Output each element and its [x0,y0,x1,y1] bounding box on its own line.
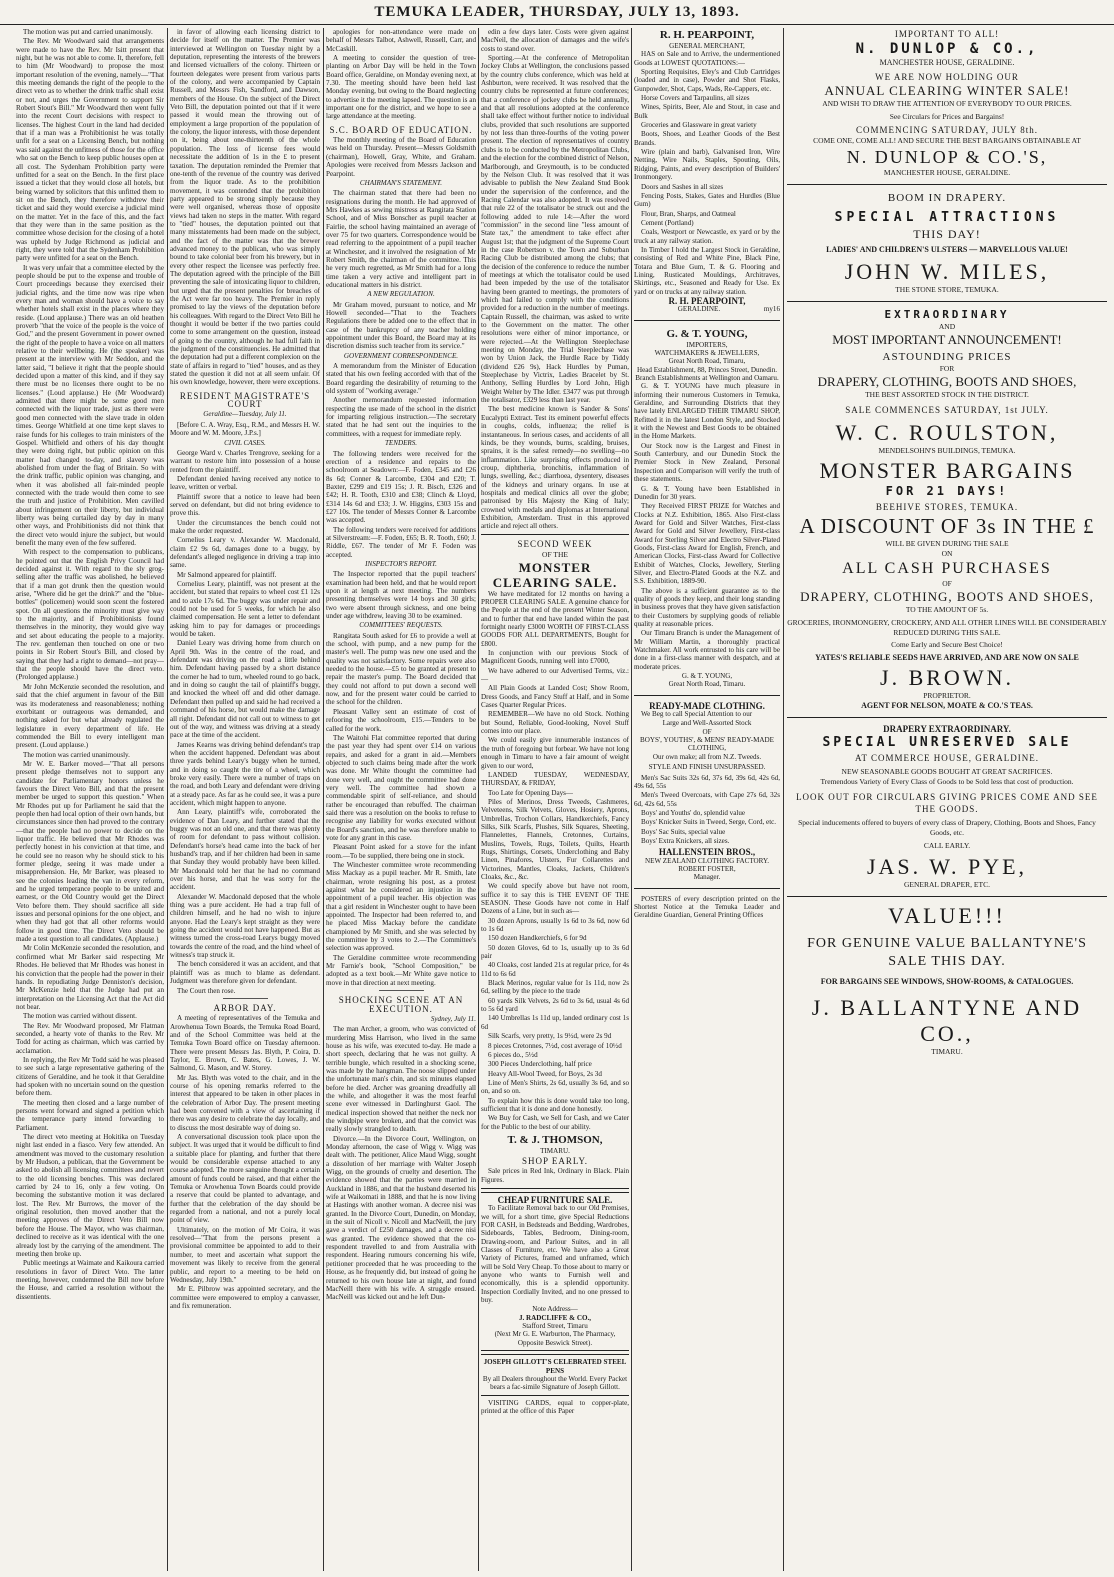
court-paragraph: Daniel Leary was driving home from church on April 9th. Was in the centre of the road, and defendant was driving on the road a little behind him. Defendant having passed by a short distance the corner he had to turn, wheeled round to go back, and in doing so caught the tail of plaintiff's buggy, and knocked the wheel off and did other damage. Defendant then pulled up and said he had received a command of his horse, but would make the damage all right. Defendant did not call out to witness to get out of the way, and witness was driving at a steady pace at the time of the accident. [170,639,320,740]
hallenstein-manager: ROBERT FOSTER, [678,864,736,873]
sale-line: 300 Pieces Underclothing, half price [488,1060,592,1069]
boom-in-drapery: BOOM IN DRAPERY. [887,192,1007,204]
court-paragraph: Under the circumstances the bench could not make the order requested. [170,518,320,535]
goods-item: Boots, Shoes, and Leather Goods of the Best Brands. [634,130,780,147]
court-paragraph: Ann Leary, plaintiff's wife, corroborated the evidence of Dan Leary, and further stated that the buggy was not an old one, and that there was plenty of room for defendant to pass without collision. Defendant's horse's head came into the back of her husband's trap, and if her children had been in same that Sunday they would probably have been killed. Mr Macdonald told her that he had no command over his horse, and that he was sorry for the accident. [170,808,320,892]
gillott-title: JOSEPH GILLOTT'S CELEBRATED STEEL PENS [483,1358,627,1375]
board-paragraph: Pleasant Valley sent an estimate of cost of refooring the schoolroom, £15.—Tenders to be called for the work. [326,707,476,733]
radcliffe-addr1: Stafford Street, Timaru [522,1322,588,1331]
radcliffe-addr2: (Next Mr G. E. Warburton, The Pharmacy, Opposite Beswick Street). [494,1330,616,1347]
board-paragraph: The Winchester committee wrote recommending Miss Mackay as a pupil teacher. Mr R. Smith, late chairman, wrote resigning his post, as a protest against what he considered an injustice in the appointment of a pupil teacher. His objection was that a girl resident in Winchester ought to have been appointed. The Inspector had been referred to, and he placed Miss Mackay before the candidate championed by Mr Smith, and she was selected by the committee by 3 votes to 2.—The Committee's selection was approved. [326,861,476,953]
rm-bench: [Before C. A. Wray, Esq., R.M., and Messrs H. W. Moore and W. M. Moore, J.P.s.] [170,420,320,438]
monster-clearing-sale-ad [481,534,629,1189]
proprietor: PROPRIETOR. [923,691,971,700]
posters-ad: POSTERS of every description printed on the Shortest Notice at the Temuka Leader and Geraldine Guardian, General Printing Offices [634,894,780,920]
special-unreserved-sale: SPECIAL UNRESERVED SALE [822,735,1072,750]
furniture-text: To Facilitate Removal back to our Old Premises, we will, for a short time, give Special Reductions FOR CASH, in Bedsteads and Bedding, Wardrobes, Sideboards, Tables, Bedroom, Dining-room, Drawing-room, and Parlour Suites, and in all Classes of Furniture, etc. We have also a Great Variety of Pictures, framed and unframed, which will be Sold Very Cheap. To those about to marry or anyone who wants to Furnish well and economically, this is a splendid opportunity. Inspection Cordially Invited, and no one pressed to buy. [481,1204,629,1305]
for-21-days: FOR 21 DAYS! [885,484,1009,498]
amount-of-5s: TO THE AMOUNT OF 5s. [905,605,989,614]
inspector-heading: INSPECTOR'S REPORT. [365,559,437,568]
ballantyne-place: TIMARU. [931,1047,963,1056]
yates-seeds: YATES'S RELIABLE SEEDS HAVE ARRIVED, AND ARE NOW ON SALE [815,653,1079,662]
article-paragraph: The Rev. Mr Woodward said that arrangements were made to have the Rev. Mr Isitt present that night, but he was not able to come. It, therefore, fell to him (Mr Woodward) to propose the most important resolution of the evening, namely—"That this meeting demands the right of the people to the direct veto as to whether the drink traffic shall exist or not, and urges the Government to support Sir Robert Stout's Bill." Mr Woodward then went fully into the recent Court decisions with respect to licenses. The highest Court in the land had decided that if a man was a Prohibitionist he was totally unfit for a seat on a Licensing Bench, but nothing was said against the unfitness of those for the office who sat on the Bench to keep public houses open at all cost. The Sydenham Prohibition party were unfitted for a seat on the Bench. In the first place issued a ticket that they would close all hotels, but being warned by solicitors that this unfitted them to sit on the Bench, they therefore withdrew their ticket and said they would exercise a judicial mind on the matter. Yet in the face of this, and the fact that they were than in the same position as the committee whose decision for the closing of a hotel was upheld by Judge Richmond as judicial and right, they were told that the Sydenham Prohibition party were unfitted for a seat on the Bench. [16,37,164,263]
price-line: Boys' Sac Suits, special value [641,827,726,836]
beehive-stores: BEEHIVE STORES, TEMUKA. [875,502,1019,512]
groceries-reduced: GROCERIES, IRONMONGERY, CROCKERY, AND ALL OTHER LINES WILL BE CONSIDERABLY REDUCED DURING THIS SALE. [787,618,1107,637]
article-paragraph: apologies for non-attendance were made on behalf of Messrs Talbot, Ashwell, Russell, Carr, and McCaskill. [326,28,476,53]
shocking-scene-heading: SHOCKING SCENE AT AN EXECUTION. [338,995,464,1014]
young-ad [634,327,780,689]
divider [634,320,780,321]
thomson-name: T. & J. THOMSON, [507,1133,603,1146]
ad-paragraph: They Received FIRST PRIZE for Watches and Clocks at N.Z. Exhibition, 1865. Also First-class Award for Gold and Silver Watches, First-class Award for Gold and Silver Jewellery, First-class Award for Sterling Silver and Electro Silver-Plated Goods, First-class Award for English, French, and American Clocks, First-class Award for Collective Exhibit of Watches, Clocks, Jewellery, Sterling Silver, and Electro-Plated Goods at the N.Z. and S.S. Exhibition, 1889-90. [634,502,780,586]
article-paragraph: The meeting then closed and a large number of persons went forward and signed a petition which the temperance party intend forwarding to Parliament. [16,1098,164,1132]
court-paragraph: Mr Salmond appeared for plaintiff. [177,570,277,579]
goods-item: Wines, Spirits, Beer, Ale and Stout, in case and Bulk [634,103,780,120]
gov-correspondence-heading: GOVERNMENT CORRESPONDENCE. [343,351,459,360]
pearpoint-name: R. H. PEARPOINT, [659,29,755,41]
goods-item: Doors and Sashes in all sizes [641,182,724,191]
new-seasonable-goods: NEW SEASONABLE GOODS BOUGHT AT GREAT SACRIFICES. [841,767,1053,776]
readymade-text2: Large and Well-Assorted Stock [662,719,752,728]
pearpoint-intro: HAS on Sale and to Arrive, the undermentioned Goods at LOWEST QUOTATIONS:— [634,50,780,67]
young-trade1: IMPORTERS, [686,340,728,349]
dunlop-name-2: N. DUNLOP & CO.'S, [846,147,1048,167]
young-addr3: Branch Establishments at Wellington and Oamaru. [635,374,779,383]
dunlop-address: MANCHESTER HOUSE, GERALDINE. [879,58,1015,67]
readymade-text1: We Beg to call Special Attention to our [641,710,753,719]
article-paragraph: Mr John McKenzie seconded the resolution, and said that the chief argument in favour of the Bill was its moderateness and reasonableness; nothing exorbitant or outrageous was demanded, and nothing asked for but what already regulated the legislature in every department of life. He commended the Bill to every intelligent man present. (Loud applause.) [16,682,164,750]
news-paragraph: The man Archer, a groom, who was convicted of murdering Miss Harrison, who lived in the same house as his wife, was executed to-day. He made a short speech, declaring that he was not guilty. A terrible bungle, which resulted in a shocking scene, was made by the hangman. The noose slipped under the unfortunate man's chin, and six minutes elapsed before he died. Archer was groaning dreadfully all the while, and altogether it was the most fearful scene ever witnessed in Darlinghurst Gaol. The medical inspection showed that neither the neck nor the windpipe were broken, and that the convict was really slowly strangled to death. [326,1025,476,1134]
civil-cases-label: CIVIL CASES. [224,438,266,447]
sale-line: We could easily give innumerable instances of the truth of foregoing but forbear. We have not long enough in Timaru to have a fair amount of weight given to our word, [481,736,629,770]
rm-court-heading: RESIDENT MAGISTRATE'S COURT [179,390,311,410]
note-address: Note Address— [532,1305,578,1314]
goods-item: Flour, Bran, Sharps, and Oatmeal [641,209,736,218]
goods-item: In Timber I hold the Largest Stock in Geraldine, consisting of Red and White Pine, Black Pine, Totara and Blue Gum, T. & G. Flooring and Lining, Rusticated Mouldings, Architraves, Skirtings, etc., Seasoned and Ready for Use. Ex yard or on trucks at any railway station. [634,245,780,296]
astounding-prices: ASTOUNDING PRICES [882,351,1012,363]
goods-item: Cement (Portland) [641,218,694,227]
young-trade2: WATCHMAKERS & JEWELLERS, [654,349,760,357]
court-paragraph: Cornelius Leary v. Alexander W. Macdonald, claim £2 9s 6d, damages done to a buggy, by defendant's alleged negligence in driving a trap into same. [170,536,320,570]
this-day: THIS DAY! [913,227,981,241]
goods-item: Sporting Requisites, Eley's and Club Cartridges (loaded and in case), Powder and Shot Flasks, Gunpowder, Shot, Caps, Wads, Re-Cappers, etc. [634,68,780,93]
ad-paragraph: G. & T. Young have been Established in Dunedin for 30 years. [634,484,780,501]
readymade-text4: Our own make; all from N.Z. Tweeds. [652,752,762,761]
court-paragraph: The Court then rose. [177,986,236,995]
board-paragraph: The monthly meeting of the Board of Education was held on Thursday. Present—Messrs Goldsmith (chairman), Howell, Gray, White, and Graham. Apologies were received from Messrs Jackson and Pearpoint. [326,136,476,178]
column-rule [167,28,168,1571]
article-paragraph: Public meetings at Waimate and Kaikoura carried resolutions in favor of Direct Veto. The latter meeting, however, condemned the Bill now before the House, and carried a resolution without the dissentients. [16,1259,164,1301]
sale-line: 40 Cloaks, cost landed 21s at regular price, for 4s 11d to 6s 6d [481,961,629,978]
article-paragraph: It was very unfair that a committee elected by the people should be put to the expense and trouble of Court proceedings because they exercised their judicial rights, and the time now was ripe when every man and woman should have a voice to say whether hotels shall exist in the places where they reside. (Loud applause.) There was an old heathen proverb "that the voice of the people is the voice of God," and the present Government in power owned the right of the people to have a voice on all matters relative to their wellbeing. He (the speaker) was present at the interview with Mr Seddon, and the latter said, "I believe it right that the people should decided upon a matter of this kind, and if they say there must be no licenses there ought to be no licenses." (Loud applause.) He (Mr Woodward) admitted that there might be some good men connected with the liquor trade, just as there were good men connected with the slave trade in olden times. George Whitfield at one time kept slaves to raise funds for his colleges to train ministers of the Gospel. Whitfield and others of his day thought they were doing right, but public opinion on this matter had changed to-day, and slavery was abolished from under the flag of Britain. So with the drink traffic, public opinion was changing, and when it was abolished all fair-minded people connected with the trade would then come to see the truth and justice of Prohibition. Men cavilled about infringement on their liberty, but individual liberty was being curtailed day by day in many other ways, and Prohibitionists did not think that the direct veto would injure the subject, but would benefit the many even of the few suffered. [16,263,164,547]
column-rule [631,28,632,1571]
young-addr1: Great North Road, Timaru, [668,357,746,366]
committees-heading: COMMITTEES' REQUESTS. [359,621,443,630]
young-sign: G. & T. YOUNG, [681,672,733,681]
readymade-title: READY-MADE CLOTHING. [649,700,765,711]
see-circulars: See Circulars for Prices and Bargains! [889,112,1005,121]
column-rule [478,28,479,1571]
hallenstein-name: HALLENSTEIN BROS., [658,847,756,858]
agent-teas: AGENT FOR NELSON, MOATE & CO.'S TEAS. [861,701,1033,710]
ulsters-value: LADIES' AND CHILDREN'S ULSTERS — MARVELLOUS VALUE! [826,245,1068,254]
court-paragraph: George Ward v. Charles Trengrove, seeking for a warrant to restore him into possession of a house rented from the plaintiff. [170,448,320,474]
article-paragraph: The direct veto meeting at Hokitika on Tuesday night last ended in a fiasco. Very few attended. An amendment was moved to the customary resolution by Mr Hudson, a publican, that the Government be asked to abolish all licensing committees and revert to the old licensing benches. This was declared carried by 24 to 16, only a few voting. On becoming the substantive motion it was declared lost. The Rev. Mr Burrows, the mover of the original resolution, then moved another that the meeting approves of the Direct Veto Bill now before the House. The Mayor, who was chairman, declined to receive as it was identical with the one already lost by the carrying of the amendment. The meeting then broke up. [16,1133,164,1258]
thomson-text: Sale prices in Red Ink, Ordinary in Black. Plain Figures. [481,1167,629,1184]
sydney-dateline: Sydney, July 11. [430,1014,476,1023]
dunlop-name: N. DUNLOP & CO., [855,41,1039,57]
draw-attention: AND WISH TO DRAW THE ATTENTION OF EVERYBODY TO OUR PRICES. [822,99,1072,108]
thomson-place: TIMARU. [540,1146,570,1155]
gillott-text: By all Dealers throughout the World. Every Packet bears a fac-simile Signature of Joseph Gillott. [482,1374,628,1392]
sale-line: 150 dozen Handkerchiefs, 6 for 9d [488,934,587,943]
arbor-paragraph: A meeting of representatives of the Temuka and Arowhenua Town Boards, the Temuka Road Board, and of the School Committee was held at the Temuka Town Board office on Tuesday afternoon. There were present Messrs Jas. Blyth, P. Coira, D. Taylor, E. Brown, C. Bates, G. Lowes, J. W. Salmond, G. Mason, and W. Storey. [170,1014,320,1073]
sale-line: 140 Umbrellas 1s 11d up, landed ordinary cost 1s 6d [481,1014,629,1031]
article-paragraph: In replying, the Rev Mr Todd said he was pleased to see such a large representative gathering of the citizens of Geraldine, and he took it that Geraldine had spoken with no uncertain sound on the question before them. [16,1055,164,1098]
goods-item: Horse Covers and Tarpaulins, all sizes [641,94,750,103]
value-headline: VALUE!!! [888,903,1006,928]
divider [223,998,268,999]
sale-line: 30 dozen Aprons, usually 1s 6d to 3s 6d, now 6d to 1s 6d [481,916,629,934]
drapery-extraordinary: DRAPERY EXTRAORDINARY. [883,724,1011,734]
readymade-of: OF [702,727,712,736]
sale-line: In conjunction with our previous Stock of Magnificent Goods, running well into £7000, [481,649,629,666]
court-paragraph: Plaintiff swore that a notice to leave had been served on defendant, but did not bring evidence to prove this. [170,492,320,518]
column-3 [326,28,476,1571]
j-brown-name: J. BROWN. [880,665,1014,690]
ballantyne-name: J. BALLANTYNE AND CO., [811,995,1083,1046]
column-2 [170,28,320,1571]
divider [634,888,780,889]
article-paragraph: The Rev. Mr Woodward proposed, Mr Flatman seconded, a hearty vote of thanks to the Rev. Mr Todd for acting as chairman, which was carried by acclamation. [16,1021,164,1055]
ad-paragraph: Our Stock now is the Largest and Finest in South Canterbury, and our Dunedin Stock the Premier Stock in New Zealand, Personal Inspection and Comparison will verify the truth of these statements. [634,441,780,484]
radcliffe-name: J. RADCLIFFE & CO., [518,1313,592,1322]
column-5 [634,28,780,1571]
divider [787,717,1107,718]
special-attractions: SPECIAL ATTRACTIONS [834,210,1060,225]
sale-line: We have adhered to our Advertised Terms, viz.:— [481,666,629,684]
sale-line: LANDED TUESDAY, WEDNESDAY, THURSDAY, & FRIDAY, [481,770,629,788]
sale-commences: SALE COMMENCES SATURDAY, 1st JULY. [845,405,1049,415]
column-4 [481,28,629,1571]
board-paragraph: A memorandum from the Minister of Education stated that his own feeling accorded with that of the Board regarding the desirability of returning to the old system of "working average." [326,362,476,396]
call-early: CALL EARLY. [923,841,971,850]
pearpoint-place: GERALDINE. [677,305,721,314]
board-paragraph: The following tenders were received for the erection of a residence and repairs to the schoolroom at Seadown:—F. Foden, £345 and £26 8s 6d; Conner & Larcombe, £304 and £20; T. Baxter, £299 and £19 15s; J. R. Bisch, £326 and £42; H. R. Tooth, £310 and £38; Clinch & Lloyd, £314 14s 6d and £33; J. W. Higgins, £303 15s and £27 10s. The tender of Messrs Conner & Larcombe was accepted. [326,449,476,525]
chairman-heading: CHAIRMAN'S STATEMENT. [359,178,443,187]
column-1 [16,28,164,1571]
article-paragraph: The motion was put and carried unanimously. [23,28,153,36]
board-paragraph: The Inspector reported that the pupil teachers' examination had been held, and that he would report upon it at length at next meeting. The numbers presenting themselves were 14 boys and 30 girls; two were absent through sickness, and one being under age withdrew, leaving 30 to be examined. [326,570,476,621]
court-paragraph: Defendant denied having received any notice to leave, written or verbal. [170,474,320,492]
sale-line: Black Merinos, regular value for 1s 11d, now 2s 6d, selling by the piece to the trade [481,979,629,996]
divider [634,695,780,696]
young-sign-addr: Great North Road, Timaru. [668,680,746,689]
board-paragraph: Mr Graham moved, pursuant to notice, and Mr Howell seconded—"That to the Teachers Regulations there be added one to the effect that in case of the bankruptcy of any teacher holding appointment under this Board, the Board may at its discretion dismiss such teacher from its service." [326,300,476,351]
article-paragraph: The motion was carried unanimously. [23,750,130,759]
article-paragraph: Mr Colin McKenzie seconded the resolution, and confirmed what Mr Barker said respecting Mr Rhodes. He believed that Mr Rhodes was honest in his conviction that the people had the power in their hands. In repudiating Judge Denniston's decision, Mr McKenzie held that the Judge had put an interpretation on the Licensing Act that the Act did not bear. [16,944,164,1011]
john-miles-name: JOHN W. MILES, [844,259,1050,284]
readymade-style: STYLE AND FINISH UNSURPASSED. [648,763,766,772]
sale-line: 8 pieces Cretonnes, 7½d, cost average of 10½d [488,1041,622,1050]
furniture-title: CHEAP FURNITURE SALE. [497,1194,613,1205]
goods-item: Wire (plain and barb), Galvanised Iron, Wire Netting, Wire Nails, Staples, Spouting, Oils, Ridging, Paints, and every description of Builders' Ironmongery. [634,148,780,182]
hallenstein-factory: NEW ZEALAND CLOTHING FACTORY. [644,856,769,865]
divider [379,990,424,991]
gillott-pens-ad [481,1354,629,1395]
discount-headline: A DISCOUNT OF 3s IN THE £ [799,514,1095,538]
sale-line: 50 dozen Gloves, 6d to 1s, usually up to 3s 6d pair [481,943,629,961]
ad-paragraph: G. & T. YOUNG have much pleasure in informing their numerous Customers in Temuka, Geraldine, and Surrounding Districts that they have lately ENLARGED THEIR TIMARU SHOP, Refitted it in the latest London Style, and Stocked it with the Newest and Best Goods to be obtained in the Home Markets. [634,382,780,441]
arbor-paragraph: Mr E. Pilbrow was appointed secretary, and the committee were empowered to employ a canvasser, and fix remuneration. [170,1285,320,1310]
board-paragraph: Another memorandum requested information respecting the use made of the school in the district for imparting religious instruction.—The secretary stated that he had sent out the inquiries to the committees, with a request for immediate reply. [326,396,476,438]
article-paragraph: A meeting to consider the question of tree-planting on Arbor Day will be held in the Town Board office, Geraldine, on Monday evening next, at 7.30. The meeting should have been held last Monday evening, but owing to the Board neglecting to advertise it the meeting lapsed. The question is an important one for the district, and we hope to see a large attendance at the meeting. [326,54,476,121]
ad-paragraph: The above is a sufficient guarantee as to the quality of goods they keep, and their long standing in business proves that they have given satisfaction to their Customers by supplying goods of reliable quality at reasonable prices. [634,586,780,628]
column-rule [323,28,324,1571]
news-paragraph: Divorce.—In the Divorce Court, Wellington, on Monday afternoon, the case of Wigg v. Wigg was dealt with. The petitioner, Alice Maud Wigg, sought a dissolution of her marriage with Walter Joseph Wigg, on the grounds of cruelty and desertion. The evidence showed that the parties were married in Auckland in 1886, and that the husband deserted his wife at Waikomati in 1888, and that he is now living at Hastings with another woman. A decree nisi was granted. In the Divorce Court, Dunedin, on Monday, in the suit of Nicoll v. Nicoll and MacNeill, the jury gave a verdict of £250 damages, and a decree nisi was granted. The evidence showed that the co-respondent travelled to and from Australia with respondent. Hearing rumours concerning his wife, petitioner proceeded that he was proceeding to the House, as he frequently did, but instead of going he returned to his own house late at night, and found MacNeill there with his wife. A struggle ensued. MacNeill was kicked out and he left Dun- [326,1134,476,1302]
bargains-windows: FOR BARGAINS SEE WINDOWS, SHOW-ROOMS, & CATALOGUES. [820,977,1074,986]
article-paragraph: With respect to the compensation to publicans, he pointed out that the English Privy Council had decided against it. With regard to the sly grog-selling after the traffic was abolished, he believed that if a man got drunk then the question would arise, "Where did he get the drink?" and the "blue-bottles" (policemen) would soon scent the fostered spot. On all questions the minority must give way to the majority, and if Prohibitionists found themselves in the minority, they would give way and set about educating the people to a majority. The rev. gentleman then touched on one or two points in Sir Robert Stout's Bill, and closed by saying that they had a right to demand—not pray—that the people should have the direct veto. (Prolonged applause.) [16,548,164,682]
of-the: OF THE [542,549,568,559]
second-week: SECOND WEEK [517,538,593,549]
court-paragraph: Cornelius Leary, plaintiff, was not present at the accident, but stated that repairs to wheel cost £1 12s and to axle 17s 6d. The buggy was under repair and could not be used for 5 weeks, for which he also claimed compensation. He sent a letter to defendant asking him to pay for damages or proceedings would be taken. [170,580,320,639]
sale-line: To explain how this is done would take too long, sufficient that it is done and done honestly. [481,1096,629,1113]
all-cash-purchases: ALL CASH PURCHASES [842,560,1052,577]
of-label: OF [942,579,952,588]
given-during-sale: WILL BE GIVEN DURING THE SALE [885,539,1009,548]
goods-item: Fencing Posts, Stakes, Gates and Hurdles (Blue Gum) [634,191,780,209]
hallenstein-ad [634,702,780,882]
arbor-paragraph: Ultimately, on the motion of Mr Coira, it was resolved—"That from the persons present a provisional committee be appointed to add to their number, to meet and ascertain what support the movement was likely to receive from the general public, and report to a meeting to be held on Wednesday, July 19th." [170,1225,320,1284]
annual-clearing-sale: ANNUAL CLEARING WINTER SALE! [824,83,1070,98]
now-holding: WE ARE NOW HOLDING OUR [875,72,1019,82]
genuine-value: FOR GENUINE VALUE BALLANTYNE'S SALE THIS DAY. [807,936,1087,969]
sale-line: Silk Scarfs, very pretty, 1s 9½d, were 2s 9d [488,1032,612,1041]
pearpoint-ad [634,28,780,314]
arbor-day-heading: ARBOR DAY. [213,1002,277,1013]
court-paragraph: James Kearns was driving behind defendant's trap when the accident happened. Defendant was about three yards behind Leary's buggy when he turned, and in doing so caught the tire of a wheel, which broke very easily. There were a number of traps on the road, and both Leary and defendant were driving at a steady pace. As far as he could see, it was a pure accident, which might happen to anyone. [170,740,320,807]
board-paragraph: The following tenders were received for additions at Silverstream:—F. Foden, £65; B. R. Tooth, £60; J. Riddle, £67. The tender of Mr F. Foden was accepted. [326,525,476,559]
price-line: Boys' and Youths' do, splendid value [641,808,746,817]
drapery-clothing-2: DRAPERY, CLOTHING, BOOTS AND SHOES, [800,589,1094,604]
column-6-ads [787,28,1107,1571]
hallenstein-manager-title: Manager. [693,873,721,882]
sale-line: 6 pieces do., 5½d [488,1050,538,1059]
dunlop-address-2: MANCHESTER HOUSE, GERALDINE. [883,168,1011,177]
best-assorted-stock: THE BEST ASSORTED STOCK IN THE DISTRICT. [865,390,1029,399]
stone-store: THE STONE STORE, TEMUKA. [895,285,999,294]
visiting-cards-ad: VISITING CARDS, equal to copper-plate, printed at the office of this Paper [481,1398,629,1415]
commerce-house: AT COMMERCE HOUSE, GERALDINE. [854,753,1040,763]
article-paragraph: The motion was carried without dissent. [23,1012,137,1021]
sale-line: We have meditated for 12 months on having a PROPER CLEARING SALE. A genuine chance for the People at the end of the present Winter Season, and to further that end have landed within the past fortnight nearly £3000 WORTH OF FIRST-CLASS GOODS FOR ALL DEPARTMENTS, Bought for £800. [481,589,629,648]
special-inducements: Special inducements offered to buyers of every class of Drapery, Clothing, Boots and Shoes, Fancy Goods, etc. [798,818,1096,837]
come-early: Come Early and Secure Best Choice! [891,640,1003,649]
sale-line: Piles of Merinos, Dress Tweeds, Cashmeres, Velveteens, Silk Velvets, Gloves, Hosiery, Aprons, Umbrellas, Trochon Collars, Handkerchiefs, Fancy Silks, Silk Scarfs, Plushes, Silk Squares, Sheeting, Flannelettes, Flannels, Cretonnes, Curtains, Muslins, Towels, Rugs, Toilets, Quilts, Hearth Rugs, Shirtings, Corsets, Underclothing and Baby Linen, Pinafores, Ulsters, Fur Collarettes and Victorines, Mantles, Cloaks, Jackets, Children's Cloaks, &c., &c. [481,797,629,881]
regulation-heading: A NEW REGULATION. [367,290,435,299]
jas-pye-name: JAS. W. PYE, [866,854,1028,879]
roulston-name: W. C. ROULSTON, [835,420,1059,445]
readymade-text3: BOYS', YOUTHS', & MENS' READY-MADE CLOTHING, [639,736,775,753]
news-paragraph: The best medicine known is Sander & Sons' Eucalypti Extract. Test its eminent powerful effects in coughs, colds, influenza; the relief is instantaneous. In serious cases, and accidents of all kinds, be they wounds, burns, scalding, bruises, sprains, it is the safest remedy—no swelling—no inflammation. Like surprising effects produced in croup, diphtheria, bronchitis, inflammation of lungs, swelling, &c.; diarrhoea, dysentery, diseases of the kidneys and urinary organs. In use at hospitals and medical clinics all over the globe; patronised by His Majesty the King of Italy; crowned with medals and diplomas at International Exhibition, Amsterdam. Trust in this approved article and reject all others. [481,405,629,531]
sale-line: 60 yards Silk Velvets, 2s 6d to 3s 6d, usual 4s 6d to 5s 6d yard [481,996,629,1014]
sc-board-heading: S.C. BOARD OF EDUCATION. [329,124,473,135]
goods-item: Coals, Westport or Newcastle, ex yard or by the truck at any railway station. [634,228,780,245]
rm-dateline: Geraldine—Tuesday, July 11. [203,410,287,419]
furniture-sale-ad [481,1192,629,1351]
pearpoint-title: GENERAL MERCHANT, [669,42,745,50]
article-paragraph: Mr W. E. Barker moved—"That all persons present pledge themselves not to support any candidate for Parliamentary honors unless he favours the Direct Veto Bill, and that the present member be urged to support this question." When Mr Rhodes put up for Parliament he said that the people then had local option of their own hands, but circumstances since then had proved to the contrary—that the people had no power to decide on the liquor traffic. He believed that Mr Rhodes was perfectly honest in his conviction at that time, and he could see no reason why he should stick to his former pledge, seeing it was made under a misapprehension. He, Mr Barker, was pleased to see the colonies leading the van in every reform, and he urged temperance people to be united and earnest, or the Old Country would get the Direct Veto before them. They should sacrifice all side issues and personal opinions for the one object, and when they had got that all other reforms would follow in good time. The Direct Veto should be made a test question to all candidates. (Applause.) [16,759,164,944]
sale-line: We could specify above but have not room, suffice it to say this is THE EVENT OF THE SEASON. These Goods have not come in Half Dozens of a Line, but in such as— [481,882,629,916]
most-important-announcement: MOST IMPORTANT ANNOUNCEMENT! [832,332,1062,347]
pearpoint-sign: R. H. PEARPOINT, [668,295,746,306]
important-to-all: IMPORTANT TO ALL! [894,29,1000,39]
for-label: FOR [939,364,955,373]
arbor-paragraph: Mr Jas. Blyth was voted to the chair, and in the course of his opening remarks referred to the interest that appeared to be taken in other places in the celebration of Arbor Day. The present meeting had been convened with a view of ascertaining if there was any desire to celebrate the day locally, and to discuss the most desirable way of doing so. [170,1073,320,1132]
column-rule [783,28,784,1571]
general-draper: GENERAL DRAPER, ETC. [904,880,990,889]
monster-bargains: MONSTER BARGAINS [819,458,1075,483]
monster-clearing-sale-title: MONSTER CLEARING SALE. [492,559,618,590]
sale-line: Line of Men's Shirts, 2s 6d, usually 3s 6d, and so on, and so on. [481,1078,629,1096]
price-line: Boys' Knicker Suits in Tweed, Serge, Cord, etc. [641,818,777,827]
price-line: Men's Tweed Overcoats, with Cape 27s 6d, 32s 6d, 42s 6d, 55s [634,791,780,808]
and-label: AND [938,322,956,331]
divider [787,896,1107,897]
tenders-heading: TENDERS. [384,439,418,448]
board-paragraph: The Geraldine committee wrote recommending Mr Farnie's book, "School Composition," be adopted as a text book.—Mr White gave notice to move in that direction at next meeting. [326,953,476,987]
court-paragraph: The bench considered it was an accident, and that plaintiff was as much to blame as defendant. Judgment was therefore given for defendant. [170,960,320,986]
board-paragraph: The chairman stated that there had been no resignations during the month. He had approved of Mrs Hawkes as sewing mistress at Rangitata Station School, and of Miss Bonscher as pupil teacher at Fairlie, the school having maintained an average of over 75 for two quarters. Correspondence would be read referring to the appointment of a pupil teacher at Winchester, and it involved the resignation of Mr Robert Smith, the chairman of the committee. This he very much regretted, as Mr Smith had for a long time taken a very active and intelligent part in educational matters in his district. [326,189,476,289]
price-line: Men's Sac Suits 32s 6d, 37s 6d, 39s 6d, 42s 6d, 49s 6d, 55s [634,773,780,790]
goods-item: Groceries and Glassware in great variety [641,121,757,130]
shop-early: SHOP EARLY. [521,1156,589,1167]
divider [787,184,1107,185]
sale-line: We Buy for Cash, we Sell for Cash, and we Cater for the Public to the best of our ability. [481,1114,629,1131]
extraordinary: EXTRAORDINARY [884,308,1010,321]
roulston-address: MENDELSOHN'S BUILDINGS, TEMUKA. [878,446,1016,455]
pearpoint-code: my16 [763,305,780,314]
tremendous-variety: Tremendous Variety of Every Class of Goods to be Sold less that cost of production. [820,777,1074,786]
article-paragraph: in favor of allowing each licensing district to decide for itself on the matter. The Premier was interviewed at Wellington on Tuesday night by a deputation, representing the interests of the brewers and licensed victuallers of the colony. Thirteen or fourteen delegates were present from various parts of the colony, and were accompanied by Captain Russell, and Messrs Fish, Sandford, and Dawson, members of the House. On the subject of the Direct Veto Bill, the deputation pointed out that if it were passed it would mean the throwing out of employment a large proportion of the population of the colony, the liquor interests, with those dependent on it, being about one-thirteenth of the whole population. The loss of license fees would necessitate the addition of 1s in the £ to present taxation. The deputation reminded the Premier that one-tenth of the revenue of the country was derived from the liquor trade. As to the prohibition movement, it was contended that the prohibition party appeared to be strong simply because they were well organised, whereas those of opposite views had taken no steps in the matter. With regard to "tied" houses, the deputation pointed out that many misstatements had been made on the subject, and the fact of the matter was that the brewer advanced money to the publican, who was simply bound to take colonial beer from his brewery, but in every other respect the licensee was perfectly free. The deputation agreed with the principle of the Bill preventing the sale of intoxicating liquor to children, but urged that the present penalties for breaches of the Act were far too heavy. The Premier in reply promised to lay the views of the deputation before his colleagues. With regard to the Direct Veto Bill he thought it would be better if the two parties could come to some arrangement on the question, instead of going to the country, although he had full faith in the judgment of the constituencies. He admitted that the deputation had put a different complexion on the state of affairs in regard to "tied" houses, and as they stated the question it did not at all seem unfair. Of his own knowledge, however, there were exceptions. [170,28,320,387]
sale-line: Too Late for Opening Days— [488,788,573,797]
masthead: TEMUKA LEADER, THURSDAY, JULY 13, 1893. [0,0,1114,25]
commencing-date: COMMENCING SATURDAY, JULY 8th. [855,125,1039,135]
look-out-circulars: LOOK OUT FOR CIRCULARS GIVING PRICES COME AND SEE THE GOODS. [796,792,1098,814]
board-paragraph: Rangitata South asked for £6 to provide a well at the school, with pump, and a new pump for the master's well. The pump was new one used and the quality was not satisfactory. Some repairs were also needed to the house.—£5 to be granted at present to repair the master's pump. The Board decided that they could not afford to put down a second well now, and for the present water could be carried to the school for the children. [326,631,476,707]
drapery-clothing: DRAPERY, CLOTHING, BOOTS AND SHOES, [817,374,1077,389]
divider [787,301,1107,302]
news-paragraph: Sporting.—At the conference of Metropolitan Jockey Clubs at Wellington, the conclusions passed by the country clubs conference, which was held at Ashburton, were received. It was resolved that the country clubs be represented at future conferences; that a conference of jockey clubs be held annually, and that all resolutions adopted at the conference shall take effect without further notice to individual clubs, provided that such resolutions are supported by not less than three-fourths of the voting power present. The election of representatives of country clubs is to be conducted by the Metropolitan Clubs, and the election for the combined district of Nelson, Marlborough, and Greymouth, is to be conducted by the Nelson Club. It was resolved that it was advisable to publish the New Zealand Stud Book under the supervision of the conference, and the Racing Calendar was also adopted. It was resolved that rule 22 of the totalisator be struck out and the following added to rule 14:—After the word "commission" in the second line "less amount of State tax," the amendment to take effect after August 1st; that the judgment of the Supreme Court in the case Robertson v. the Town and Suburban Racing Club be distributed among the clubs; that the decision of the conference to reduce the number of meetings at which the totalisator could be used had been impeded by the use of the totalisator having been granted to meetings, the promoters of which had failed to comply with the conditions provided for a reduction in the number of meetings. Captain Russell, the chairman, was asked to write to the Government on the matter. The other resolutions were either of minor importance, or were rejected.—At the Wellington Steeplechase meeting on Monday, the Trial Steeplechase was won by Union Jack, the Hurdle Race by Tiddy (dividend £26 9s), Hack Hurdles by Puman, Steeplechase by Victrix, Ladies Bracelet by St. Anthony, Selling Hurdles by Lord John, High Weight Welter by The Idler. £3477 was put through the totalisator, £329 less than last year. [481,54,629,405]
arbor-paragraph: A conversational discussion took place upon the subject. It was urged that it would be difficult to find a suitable place for planting, and further that there would be considerable expense attached to any course adopted. The more sanguine thought a certain amount of funds could be raised, and that either the Temuka or Arowhenua Town Boards could provide a reserve that could be planted to advantage, and further that the celebration of the day should be regarded from a national, and not a purely local point of view. [170,1133,320,1225]
on-label: ON [941,549,953,558]
sale-line: REMEMBER—We have no old Stock. Nothing but Sound, Reliable, Good-looking, Novel Stuff comes into our place. [481,710,629,736]
ad-paragraph: Our Timaru Branch is under the Management of Mr William Martin, a thoroughly practical Watchmaker. All work entrusted to his care will be done in a first-class manner with despatch, and at moderate prices. [634,629,780,671]
young-name: G. & T. YOUNG, [666,327,748,340]
sale-line: Heavy All-Wool Tweed, for Boys, 2s 3d [488,1069,602,1078]
news-paragraph: edin a few days later. Costs were given against MacNeil, the allocation of damages and the wife's costs to stand over. [481,28,629,53]
sale-line: All Plain Goods at Landed Cost; Show Room, Dress Goods, and Fancy Stuff at Half, and in Some Cases Quarter Regular Prices. [481,684,629,710]
young-addr2: Head Establishment, 88, Princes Street, Dunedin. [636,365,778,374]
come-one-come-all: COME ONE, COME ALL! AND SECURE THE BEST BARGAINS OBTAINABLE AT [813,136,1081,145]
price-line: Boys' Extra Knickers, all sizes. [641,836,730,845]
court-paragraph: Alexander W. Macdonald deposed that the whole thing was a pure accident. He had a trap full of children himself, and he had no wish to injure anyone. Had the Leary's kept straight as they were going the accident would not have happened. But as witness turned the cross-road Learys buggy moved towards the centre of the road, and the hind wheel of witness's trap struck it. [170,892,320,960]
board-paragraph: The Waitohi Flat committee reported that during the past year they had spent over £14 on various repairs, and asked for a grant in aid.—Members objected to such claims being made after the work was done. Mr White thought the committee had done very well, and ought the committee had done very well. The committee had shown a commendable spirit of self-reliance, and should rather be encouraged than rebuffed. The chairman said there was a resolution on the books to refuse to recognise any liability for works executed without the Board's sanction, and he was therefore unable to vote for any grant in this case. [326,733,476,842]
board-paragraph: Pleasant Point asked for a stove for the infant room.—To be supplied, there being one in stock. [326,843,476,860]
